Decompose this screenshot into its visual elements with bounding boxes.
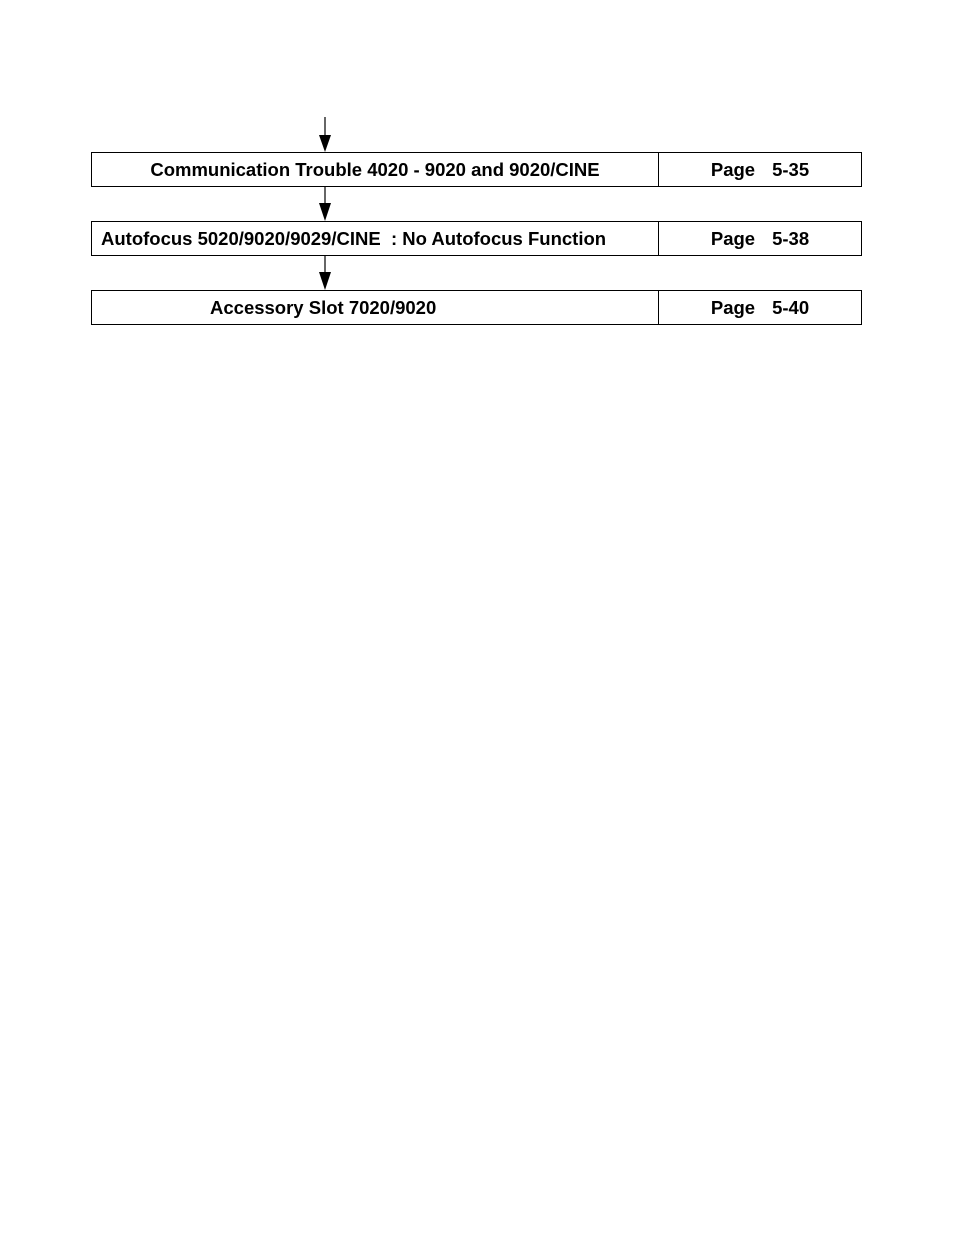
page-label: Page <box>710 227 756 249</box>
page-number: 5-40 <box>772 296 810 318</box>
page-number: 5-35 <box>772 158 810 180</box>
step-title: Autofocus 5020/9020/9029/CINE : No Autofocus Function <box>101 227 607 249</box>
flow-arrow-incoming <box>318 117 332 153</box>
page-ref-box <box>659 290 862 325</box>
flow-arrow-2-to-3 <box>318 256 332 291</box>
page-label: Page <box>710 158 756 180</box>
flow-arrow-1-to-2 <box>318 187 332 222</box>
troubleshooting-flowchart <box>0 0 954 340</box>
page-label: Page <box>710 296 756 318</box>
step-box-communication-trouble <box>91 152 659 187</box>
step-box-autofocus <box>91 221 659 256</box>
step-title: Accessory Slot 7020/9020 <box>210 296 437 318</box>
step-box-accessory-slot <box>91 290 659 325</box>
page-ref-box <box>659 221 862 256</box>
step-title: Communication Trouble 4020 - 9020 and 9020/CINE <box>150 158 600 180</box>
page-ref-box <box>659 152 862 187</box>
page-number: 5-38 <box>772 227 810 249</box>
